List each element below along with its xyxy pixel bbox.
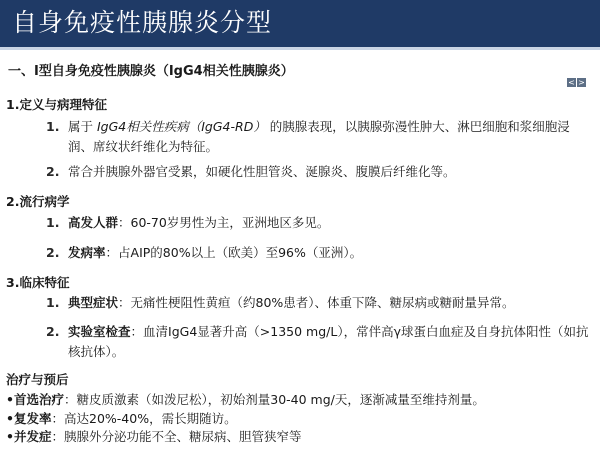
item-number: 1. [46,215,60,230]
item-value: ：60-70岁男性为主，亚洲地区多见。 [118,215,330,230]
item-label: 实验室检查 [68,324,131,339]
item-text [68,322,594,362]
bullet-item [6,428,302,446]
list-item [46,322,594,362]
heading-definition: 1.定义与病理特征 [6,97,107,112]
bullet-text: ：胰腺外分泌功能不全、糖尿病、胆管狭窄等 [51,429,302,444]
item-label: 高发人群 [68,215,119,230]
item-label: 发病率 [68,245,106,260]
list-item [46,162,594,182]
bullet-label: •首选治疗 [6,392,64,407]
item-emphasis: IgG4相关性疾病（IgG4-RD） [96,119,266,134]
item-value: ：无痛性梗阻性黄疸（约80%患者）、体重下降、糖尿病或糖耐量异常。 [118,295,515,310]
next-arrow-icon[interactable]: > [578,78,585,87]
item-text [68,213,594,233]
item-number: 1. [46,295,60,310]
heading-clinical: 3.临床特征 [6,275,70,290]
item-text [68,117,594,157]
slide-header [0,0,600,47]
item-text [68,293,594,313]
heading-epidemiology: 2.流行病学 [6,194,70,209]
item-text-pre: 属于 [68,119,97,134]
heading-treatment: 治疗与预后 [6,372,69,387]
item-number: 2. [46,245,60,260]
prev-arrow-icon[interactable]: < [568,78,575,87]
bullet-item [6,391,485,409]
slide-title: 自身免疫性胰腺炎分型 [12,8,273,37]
item-number: 2. [46,164,60,179]
bullet-text: ：糖皮质激素（如泼尼松），初始剂量30-40 mg/天，逐渐减量至维持剂量。 [64,392,485,407]
list-item [46,243,594,263]
list-item [46,117,594,157]
item-text-post: 的胰腺表现，以胰腺弥漫性肿大、淋巴细胞和浆细胞浸润、席纹状纤维化为特征。 [68,119,570,154]
bullet-label: •并发症 [6,429,52,444]
item-text [68,243,594,263]
item-number: 2. [46,324,60,339]
header-divider [0,47,600,50]
list-item [46,293,594,313]
section-title: 一、Ⅰ型自身免疫性胰腺炎（IgG4相关性胰腺炎） [8,64,294,79]
bullet-label: •复发率 [6,411,52,426]
slide-nav [567,78,586,87]
item-text: 常合并胰腺外器官受累，如硬化性胆管炎、涎腺炎、腹膜后纤维化等。 [68,164,456,179]
list-item [46,213,594,233]
item-value: ：血清IgG4显著升高（>1350 mg/L），常伴高γ球蛋白血症及自身抗体阳性（如抗核抗体）。 [68,324,589,359]
bullet-item [6,410,237,428]
bullet-text: ：高达20%-40%，需长期随访。 [51,411,237,426]
item-value: ：占AIP的80%以上（欧美）至96%（亚洲）。 [105,245,363,260]
item-number: 1. [46,119,60,134]
item-label: 典型症状 [68,295,119,310]
